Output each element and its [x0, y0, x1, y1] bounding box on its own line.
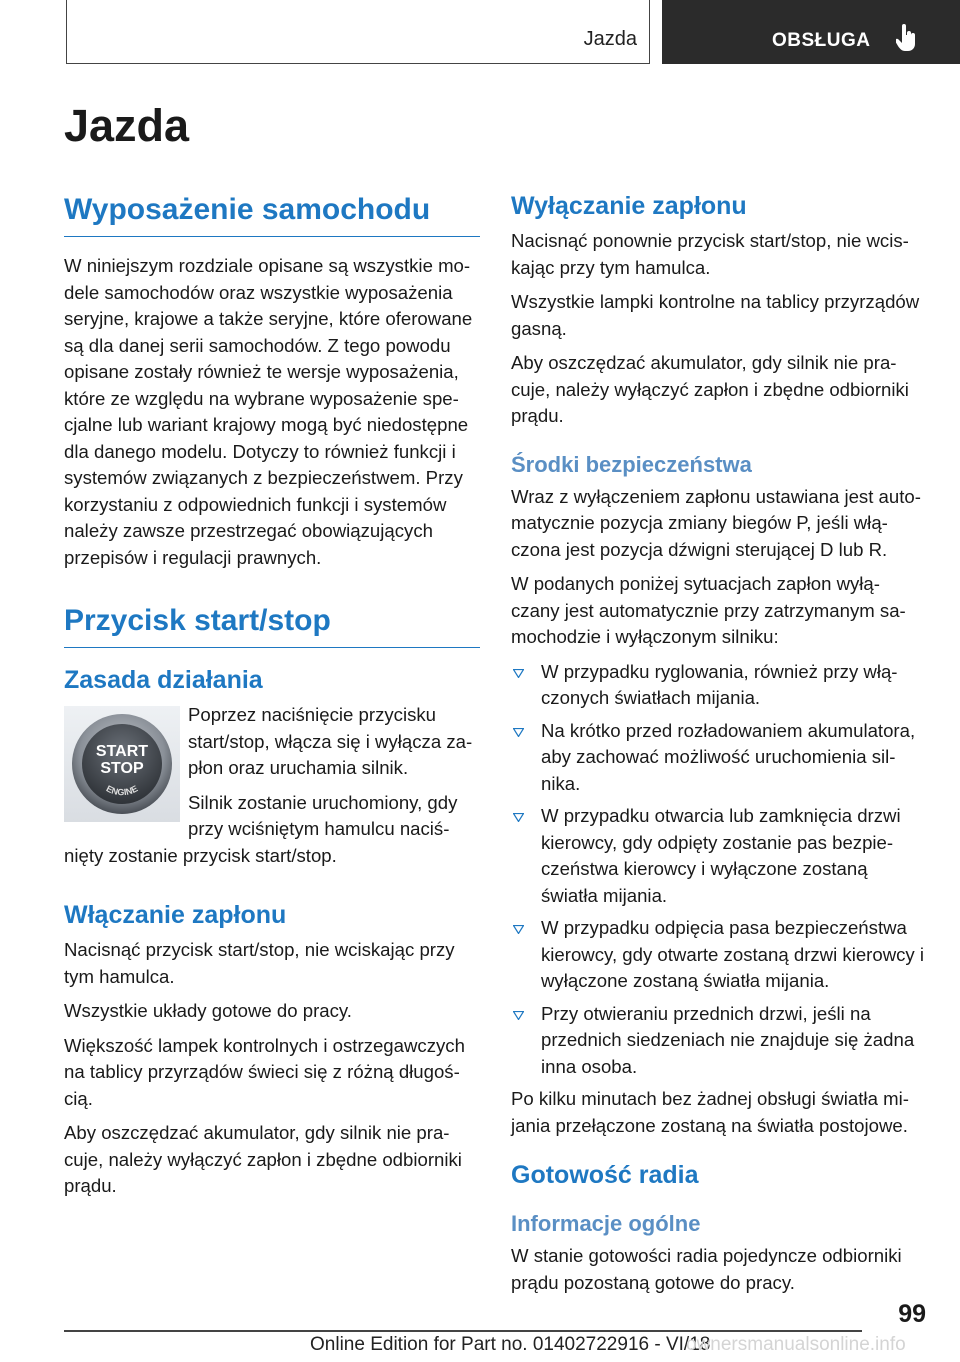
header-section-box: [66, 0, 650, 64]
chapter-tab-label: OBSŁUGA: [772, 30, 871, 51]
heading-radio-readiness: Gotowość radia: [511, 1161, 699, 1189]
paragraph-safety-1: Wraz z wyłączeniem zapłonu ustawiana jest auto-matycznie pozycja zmiany biegów P, jeśli włą-czona jest pozycja dźwigni sterującej D lub R.: [511, 485, 921, 560]
paragraph-safety-2: W podanych poniżej sytuacjach zapłon wyłą-czany jest automatycznie przy zatrzymanym sa-mochodzie i wyłączonym silniku:: [511, 573, 906, 647]
start-stop-button-icon: [64, 706, 180, 822]
triangle-bullet-icon: [513, 1011, 524, 1020]
triangle-bullet-icon: [513, 728, 524, 737]
paragraph-safety-3: Po kilku minutach bez żadnej obsługi światła mi-jania przełączone zostaną na światła postojowe.: [511, 1088, 909, 1136]
svg-text:ENGINE: ENGINE: [104, 783, 140, 798]
heading-general-info: Informacje ogólne: [511, 1211, 701, 1236]
triangle-bullet-icon: [513, 813, 524, 822]
heading-ignition-off: Wyłączanie zapłonu: [511, 192, 747, 220]
footer-divider: [64, 1330, 862, 1332]
triangle-bullet-icon: [513, 925, 524, 934]
start-stop-button-image: [64, 706, 180, 822]
heading-principle: Zasada działania: [64, 666, 263, 694]
left-column: [64, 190, 480, 1208]
paragraph-ignition-off-2: Wszystkie lampki kontrolne na tablicy przyrządów gasną.: [511, 291, 920, 339]
chapter-tab: [662, 0, 960, 64]
safety-bullet-list: [511, 659, 927, 1081]
footer-watermark: ownersmanualsonline.info: [686, 1334, 906, 1355]
footer-edition: Online Edition for Part no. 01402722916 - VI/18: [310, 1334, 711, 1355]
paragraph-ignition-on-4: Aby oszczędzać akumulator, gdy silnik nie pra-cuje, należy wyłączyć zapłon i zbędne odbiorniki prądu.: [64, 1122, 462, 1196]
heading-equipment: Wyposażenie samochodu: [64, 190, 480, 237]
svg-text:STOP: STOP: [100, 760, 144, 777]
right-column: [511, 190, 927, 1304]
heading-safety: Środki bezpieczeństwa: [511, 451, 752, 477]
paragraph-principle-2: Silnik zostanie uruchomiony, gdy przy wciśniętym hamulcu naciś-nięty zostanie przycisk start/stop.: [64, 791, 458, 866]
pointing-hand-icon: [896, 24, 918, 52]
paragraph-ignition-on-2: Wszystkie układy gotowe do pracy.: [64, 1000, 352, 1021]
paragraph-equipment: W niniejszym rozdziale opisane są wszystkie mo-dele samochodów oraz wszystkie wyposażenia seryjne, krajowe a także seryjne, które oferowane są dla danej serii samochodów. Z tego powodu opisane zostały również te wersje wyposażenia, które ze względu na wybrane wyposażenie spe-cjalne lub wariant krajowy mogą być niedostępne dla danego modelu. Dotyczy to również funkcji i systemów związanych z bezpieczeństwem. Przy korzystaniu z odpowiednich funkcji i systemów należy zawsze przestrzegać obowiązujących przepisów i regulacji prawnych.: [64, 255, 473, 568]
heading-ignition-on: Włączanie zapłonu: [64, 901, 287, 929]
paragraph-ignition-off-1: Nacisnąć ponownie przycisk start/stop, nie wcis-kając przy tym hamulca.: [511, 230, 909, 278]
paragraph-principle-1: Poprzez naciśnięcie przycisku start/stop, włącza się i wyłącza za-płon oraz uruchamia silnik.: [188, 704, 473, 778]
paragraph-ignition-on-1: Nacisnąć przycisk start/stop, nie wciskając przy tym hamulca.: [64, 939, 455, 987]
list-item: Na krótko przed rozładowaniem akumulatora, aby zachować możliwość uruchomienia sil-nika.: [511, 718, 927, 798]
page-number: 99: [898, 1300, 926, 1328]
paragraph-ignition-on-3: Większość lampek kontrolnych i ostrzegawczych na tablicy przyrządów świeci się z różną długoś-cią.: [64, 1034, 465, 1109]
paragraph-radio: W stanie gotowości radia pojedyncze odbiorniki prądu pozostaną gotowe do pracy.: [511, 1245, 902, 1293]
page-title: Jazda: [64, 100, 190, 151]
triangle-bullet-icon: [513, 669, 524, 678]
header-section-title: Jazda: [583, 28, 637, 50]
svg-text:START: START: [95, 743, 149, 760]
list-item: W przypadku otwarcia lub zamknięcia drzwi kierowcy, gdy odpięty zostanie pas bezpie-czeństwa kierowcy i wyłączone zostaną światła mijania.: [511, 803, 927, 909]
list-item: W przypadku ryglowania, również przy włą-czonych światłach mijania.: [511, 659, 927, 712]
list-item: W przypadku odpięcia pasa bezpieczeństwa kierowcy, gdy otwarte zostaną drzwi kierowcy i wyłączone zostaną światła mijania.: [511, 915, 927, 995]
paragraph-ignition-off-3: Aby oszczędzać akumulator, gdy silnik nie pra-cuje, należy wyłączyć zapłon i zbędne odbiorniki prądu.: [511, 352, 909, 426]
heading-start-stop-button: Przycisk start/stop: [64, 601, 480, 648]
list-item: Przy otwieraniu przednich drzwi, jeśli na przednich siedzeniach nie znajduje się żadna inna osoba.: [511, 1001, 927, 1081]
